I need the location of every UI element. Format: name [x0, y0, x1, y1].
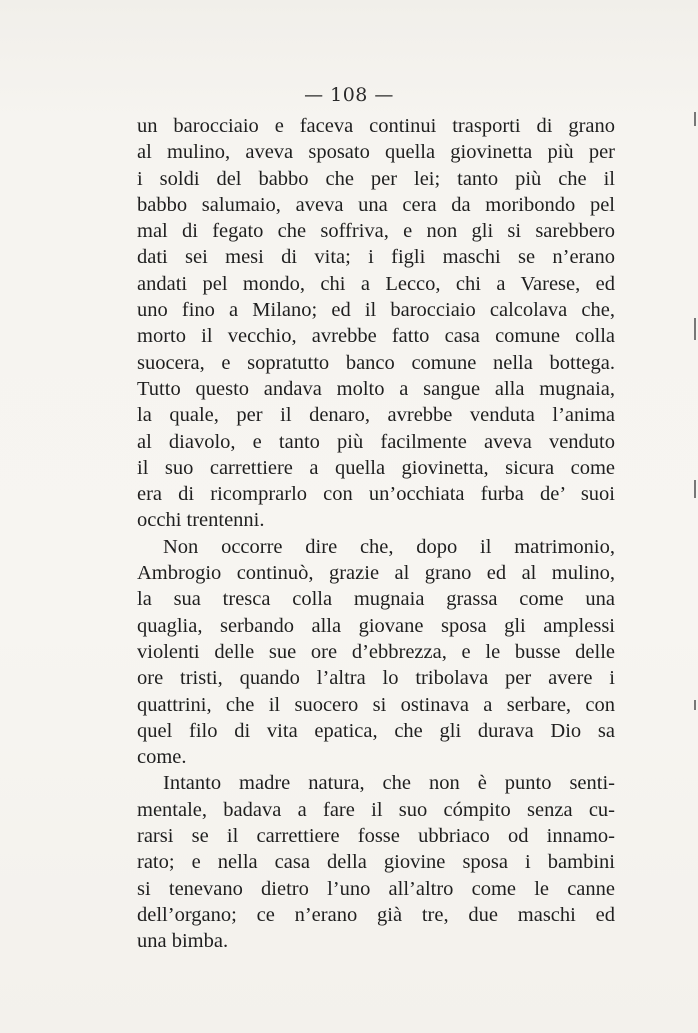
- text-line: era di ricomprarlo con un’occhiata furba de’ suoi: [137, 483, 615, 506]
- edge-mark: [694, 112, 696, 126]
- text-line: Ambrogio continuò, grazie al grano ed al mulino,: [137, 562, 615, 585]
- text-line: Non occorre dire che, dopo il matrimonio,: [163, 535, 615, 558]
- text-line: suocera, e sopratutto banco comune nella bottega.: [137, 351, 615, 374]
- text-line: una bimba.: [137, 930, 229, 953]
- edge-mark: [694, 700, 696, 710]
- text-line: andati pel mondo, chi a Lecco, chi a Varese, ed: [137, 272, 615, 295]
- text-line: i soldi del babbo che per lei; tanto più che il: [137, 167, 615, 190]
- text-line: al mulino, aveva sposato quella giovinetta più per: [137, 141, 615, 164]
- page-number: — 108 —: [304, 84, 394, 106]
- edge-mark: [694, 318, 696, 340]
- text-line: quel filo di vita epatica, che gli durava Dio sa: [137, 719, 615, 742]
- text-line: occhi trentenni.: [137, 509, 265, 532]
- text-line: al diavolo, e tanto più facilmente aveva venduto: [137, 430, 615, 453]
- text-line: rato; e nella casa della giovine sposa i bambini: [137, 851, 615, 874]
- text-line: ore tristi, quando l’altra lo tribolava per avere i: [137, 667, 615, 690]
- text-line: violenti delle sue ore d’ebbrezza, e le busse delle: [137, 640, 615, 663]
- body-text: [137, 113, 615, 955]
- text-line: dati sei mesi di vita; i figli maschi se n’erano: [137, 246, 615, 269]
- text-line: rarsi se il carrettiere fosse ubbriaco od innamo-: [137, 825, 615, 848]
- text-line: si tenevano dietro l’uno all’altro come le canne: [137, 877, 615, 900]
- text-line: la sua tresca colla mugnaia grassa come una: [137, 588, 615, 611]
- text-line: Tutto questo andava molto a sangue alla mugnaia,: [137, 377, 615, 400]
- text-line: un barocciaio e faceva continui trasporti di grano: [137, 115, 615, 137]
- text-line: mentale, badava a fare il suo cómpito senza cu-: [137, 798, 615, 821]
- text-line: come.: [137, 746, 187, 769]
- text-line: morto il vecchio, avrebbe fatto casa comune colla: [137, 325, 615, 348]
- text-line: la quale, per il denaro, avrebbe venduta l’anima: [137, 404, 615, 427]
- text-line: uno fino a Milano; ed il barocciaio calcolava che,: [137, 299, 615, 322]
- edge-mark: [694, 480, 696, 498]
- text-line: il suo carrettiere a quella giovinetta, sicura come: [137, 456, 615, 479]
- text-line: Intanto madre natura, che non è punto senti-: [163, 772, 615, 795]
- text-line: quattrini, che il suocero si ostinava a serbare, con: [137, 693, 615, 716]
- text-line: dell’organo; ce n’erano già tre, due maschi ed: [137, 903, 615, 926]
- text-line: mal di fegato che soffriva, e non gli si sarebbero: [137, 220, 615, 243]
- text-line: babbo salumaio, aveva una cera da moribondo pel: [137, 193, 615, 216]
- text-line: quaglia, serbando alla giovane sposa gli amplessi: [137, 614, 615, 637]
